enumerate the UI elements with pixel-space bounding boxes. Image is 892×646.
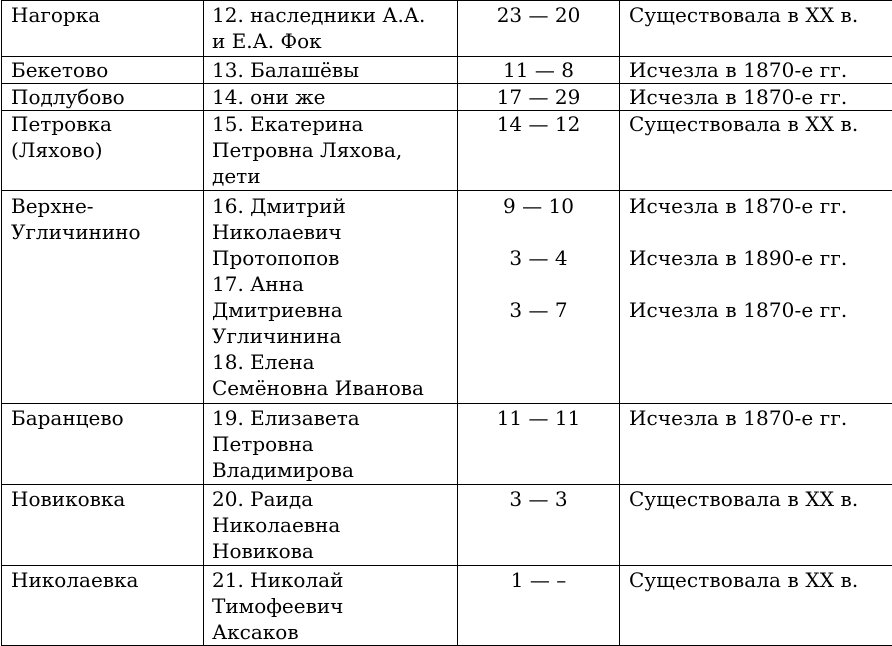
table-row <box>2 191 892 404</box>
village-name: (Ляхово) <box>11 137 199 163</box>
spacer <box>629 219 892 245</box>
status-text: Исчезла в 1870-е гг. <box>629 193 892 219</box>
count-cell <box>458 404 620 485</box>
owner-text: 13. Балашёвы <box>212 57 453 83</box>
count-cell <box>458 566 620 646</box>
estates-table <box>1 0 892 646</box>
owner-text: 12. наследники А.А. <box>212 2 453 28</box>
village-cell <box>2 191 204 404</box>
village-name: Новиковка <box>11 486 199 512</box>
owner-text: 14. они же <box>212 84 453 110</box>
status-text: Существовала в XX в. <box>629 2 892 28</box>
spacer <box>629 271 892 297</box>
status-text: Исчезла в 1870-е гг. <box>629 405 892 431</box>
table-row <box>2 111 892 191</box>
owner-text: Николаевна <box>212 512 453 538</box>
table-row <box>2 485 892 566</box>
count-value: 23 — 20 <box>458 2 619 28</box>
village-name: Подлубово <box>11 84 199 110</box>
table-row <box>2 57 892 84</box>
owner-text: Семёновна Иванова <box>212 375 453 401</box>
village-name: Баранцево <box>11 405 199 431</box>
village-cell <box>2 57 204 84</box>
owner-text: 20. Раида <box>212 486 453 512</box>
owner-text: и Е.А. Фок <box>212 28 453 54</box>
status-cell <box>620 566 892 646</box>
status-text: Существовала в XX в. <box>629 486 892 512</box>
count-cell <box>458 84 620 111</box>
table-row <box>2 1 892 57</box>
village-cell <box>2 485 204 566</box>
status-text: Существовала в XX в. <box>629 567 892 593</box>
status-cell <box>620 191 892 404</box>
count-cell <box>458 485 620 566</box>
count-value: 17 — 29 <box>458 84 619 110</box>
owner-cell <box>204 57 458 84</box>
village-cell <box>2 404 204 485</box>
village-cell <box>2 84 204 111</box>
owner-text: 18. Елена <box>212 349 453 375</box>
status-cell <box>620 57 892 84</box>
count-cell <box>458 191 620 404</box>
owner-cell <box>204 84 458 111</box>
owner-text: Николаевич <box>212 219 453 245</box>
owner-text: 21. Николай <box>212 567 453 593</box>
village-name: Петровка <box>11 111 199 137</box>
owner-text: дети <box>212 163 453 189</box>
status-cell <box>620 404 892 485</box>
count-value: 1 — – <box>458 567 619 593</box>
village-name: Николаевка <box>11 567 199 593</box>
village-cell <box>2 566 204 646</box>
village-name: Бекетово <box>11 57 199 83</box>
status-cell <box>620 1 892 57</box>
table-row <box>2 404 892 485</box>
village-name: Верхне- <box>11 193 199 219</box>
owner-cell <box>204 404 458 485</box>
owner-text: Новикова <box>212 538 453 564</box>
owner-text: Владимирова <box>212 457 453 483</box>
owner-cell <box>204 1 458 57</box>
status-cell <box>620 84 892 111</box>
count-value: 14 — 12 <box>458 111 619 137</box>
table-row <box>2 84 892 111</box>
owner-text: 17. Анна <box>212 271 453 297</box>
count-value: 11 — 8 <box>458 57 619 83</box>
owner-text: 16. Дмитрий <box>212 193 453 219</box>
owner-text: Протопопов <box>212 245 453 271</box>
owner-text: Аксаков <box>212 619 453 645</box>
status-text: Исчезла в 1890-е гг. <box>629 245 892 271</box>
count-value: 3 — 3 <box>458 486 619 512</box>
owner-text: 15. Екатерина <box>212 111 453 137</box>
status-cell <box>620 111 892 191</box>
table-row <box>2 566 892 646</box>
status-cell <box>620 485 892 566</box>
count-value: 9 — 10 <box>458 193 619 219</box>
status-text: Исчезла в 1870-е гг. <box>629 84 892 110</box>
count-value: 3 — 7 <box>458 297 619 323</box>
count-cell <box>458 111 620 191</box>
owner-cell <box>204 485 458 566</box>
owner-text: Дмитриевна <box>212 297 453 323</box>
village-cell <box>2 111 204 191</box>
status-text: Существовала в XX в. <box>629 111 892 137</box>
owner-cell <box>204 191 458 404</box>
count-value: 3 — 4 <box>458 245 619 271</box>
spacer <box>458 271 619 297</box>
owner-text: Угличинина <box>212 323 453 349</box>
owner-cell <box>204 566 458 646</box>
owner-text: Петровна <box>212 431 453 457</box>
spacer <box>458 219 619 245</box>
status-text: Исчезла в 1870-е гг. <box>629 57 892 83</box>
count-value: 11 — 11 <box>458 405 619 431</box>
owner-cell <box>204 111 458 191</box>
village-name: Нагорка <box>11 2 199 28</box>
village-cell <box>2 1 204 57</box>
village-name: Угличинино <box>11 219 199 245</box>
owner-text: Петровна Ляхова, <box>212 137 453 163</box>
owner-text: 19. Елизавета <box>212 405 453 431</box>
status-text: Исчезла в 1870-е гг. <box>629 297 892 323</box>
count-cell <box>458 57 620 84</box>
owner-text: Тимофеевич <box>212 593 453 619</box>
count-cell <box>458 1 620 57</box>
